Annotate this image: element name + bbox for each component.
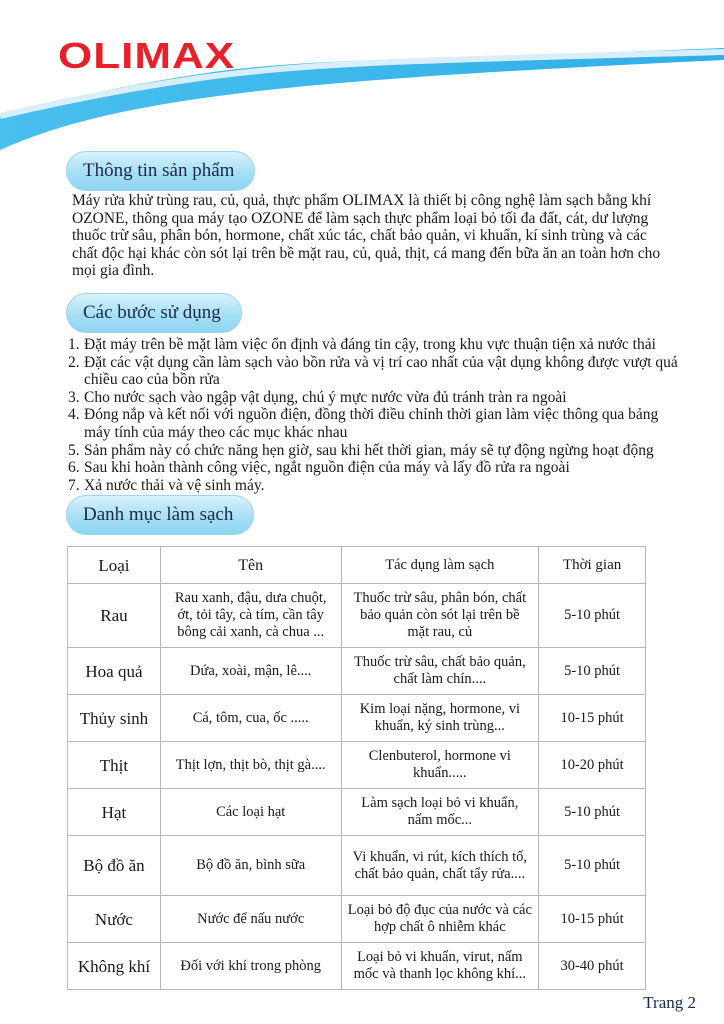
section-title-cleaning-list: Danh mục làm sạch (66, 495, 254, 535)
cell-time: 5-10 phút (539, 584, 646, 648)
cell-effect: Làm sạch loại bỏ vi khuẩn, nấm mốc... (341, 789, 539, 836)
table-row (68, 584, 646, 648)
cell-type: Bộ đồ ăn (68, 836, 161, 896)
cleaning-table (67, 546, 646, 990)
cell-name: Đối với khí trong phòng (160, 943, 341, 990)
cell-name: Các loại hạt (160, 789, 341, 836)
cell-name: Bộ đồ ăn, bình sữa (160, 836, 341, 896)
step-item: 2. Đặt các vật dụng cần làm sạch vào bồn rửa và vị trí cao nhất của vật dụng không được vượt quá chiều cao của bồn rửa (68, 353, 678, 389)
cell-effect: Kim loại nặng, hormone, vi khuẩn, ký sinh trùng... (341, 695, 539, 742)
cell-name: Cá, tôm, cua, ốc ..... (160, 695, 341, 742)
step-item: 4. Đóng nắp và kết nối với nguồn điện, đồng thời điều chỉnh thời gian làm việc thông qua bảng máy tính của máy theo các mục khác nhau (68, 406, 659, 441)
page-number: Trang 2 (643, 993, 696, 1012)
step-item: 5. Sản phẩm này có chức năng hẹn giờ, sau khi hết thời gian, máy sẽ tự động ngừng hoạt động (68, 441, 654, 459)
header-effect: Tác dụng làm sạch (341, 547, 539, 584)
step-item: 3. Cho nước sạch vào ngập vật dụng, chú ý mực nước vừa đủ tránh tràn ra ngoài (68, 388, 567, 406)
cell-effect: Thuốc trừ sâu, phân bón, chất bảo quản còn sót lại trên bề mặt rau, củ (341, 584, 539, 648)
cell-effect: Loại bỏ vi khuẩn, virut, nấm mốc và thanh lọc không khí... (341, 943, 539, 990)
step-item: 6. Sau khi hoàn thành công việc, ngắt nguồn điện của máy và lấy đồ rửa ra ngoài (68, 459, 570, 477)
cell-type: Hoa quả (68, 648, 161, 695)
section-title-usage-steps: Các bước sử dụng (66, 293, 242, 333)
cell-effect: Thuốc trừ sâu, chất bảo quản, chất làm chín.... (341, 648, 539, 695)
section-title-product-info: Thông tin sản phẩm (66, 151, 255, 191)
cell-type: Rau (68, 584, 161, 648)
cell-time: 5-10 phút (539, 836, 646, 896)
cell-type: Không khí (68, 943, 161, 990)
cell-effect: Clenbuterol, hormone vi khuẩn..... (341, 742, 539, 789)
cell-type: Thủy sinh (68, 695, 161, 742)
cell-name: Dứa, xoài, mận, lê.... (160, 648, 341, 695)
cell-type: Nước (68, 896, 161, 943)
table-row (68, 648, 646, 695)
table-row (68, 789, 646, 836)
cell-name: Thịt lợn, thịt bò, thịt gà.... (160, 742, 341, 789)
cell-time: 30-40 phút (539, 943, 646, 990)
step-item: 1. Đặt máy trên bề mặt làm việc ổn định và đáng tin cậy, trong khu vực thuận tiện xả nước thải (68, 336, 656, 353)
table-row (68, 742, 646, 789)
table-row (68, 836, 646, 896)
table-row (68, 896, 646, 943)
header-name: Tên (160, 547, 341, 584)
cell-effect: Loại bỏ độ đục của nước và các hợp chất ô nhiễm khác (341, 896, 539, 943)
step-item: 7. Xả nước thải và vệ sinh máy. (68, 476, 265, 494)
cell-name: Rau xanh, đậu, dưa chuột, ớt, tỏi tây, cà tím, cần tây bông cải xanh, cà chua ... (160, 584, 341, 648)
usage-steps-list (68, 336, 688, 494)
header-time: Thời gian (539, 547, 646, 584)
cell-time: 10-15 phút (539, 896, 646, 943)
table-row (68, 695, 646, 742)
cell-type: Thịt (68, 742, 161, 789)
cell-type: Hạt (68, 789, 161, 836)
cell-time: 10-20 phút (539, 742, 646, 789)
cell-time: 5-10 phút (539, 789, 646, 836)
table-header-row (68, 547, 646, 584)
olimax-logo: OLIMAX (58, 36, 236, 77)
cell-name: Nước để nấu nước (160, 896, 341, 943)
cell-time: 10-15 phút (539, 695, 646, 742)
cell-effect: Vi khuẩn, vi rút, kích thích tố, chất bảo quản, chất tẩy rửa.... (341, 836, 539, 896)
header-type: Loại (68, 547, 161, 584)
product-description: Máy rửa khử trùng rau, củ, quả, thực phẩm OLIMAX là thiết bị công nghệ làm sạch bằng khí OZONE, thông qua máy tạo OZONE để làm sạch thực phẩm loại bỏ tối đa đất, cát, dư lượng thuốc trừ sâu, phân bón, hormone, chất xúc tác, chất bảo quản, vi khuẩn, kí sinh trùng và các chất độc hại khác còn sót lại trên bề mặt rau, củ, quả, thịt, cá mang đến bữa ăn an toàn hơn cho mọi gia đình. (72, 192, 661, 280)
cell-time: 5-10 phút (539, 648, 646, 695)
table-row (68, 943, 646, 990)
